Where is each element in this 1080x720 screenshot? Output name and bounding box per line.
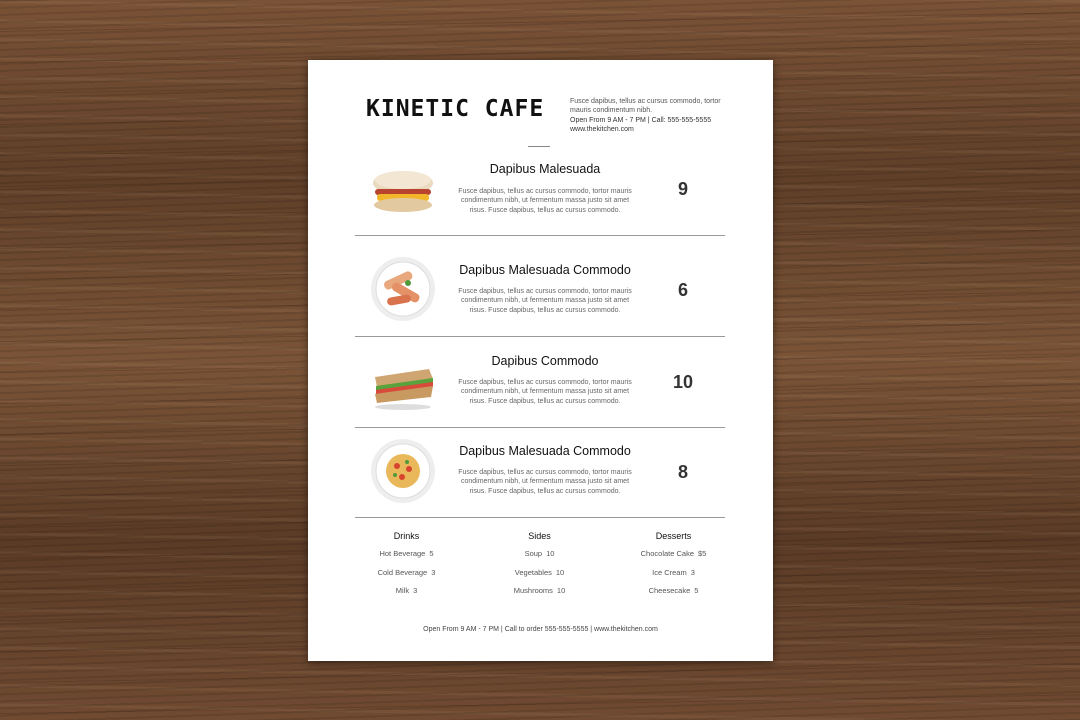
header-tagline: Fusce dapibus, tellus ac cursus commodo, tortor mauris condimentum nibh.	[570, 98, 721, 115]
row-price: $5	[698, 549, 707, 558]
item-title: Dapibus Commodo	[491, 354, 599, 368]
row-name: Mushrooms	[513, 586, 553, 595]
item-price: 10	[672, 372, 694, 392]
category-row	[345, 586, 468, 605]
header-divider	[528, 146, 550, 147]
cafe-logo: KINETIC CAFE	[366, 96, 545, 122]
row-name: Chocolate Cake	[640, 549, 695, 558]
item-description: Fusce dapibus, tellus ac cursus commodo, tortor mauris condimentum nibh, ut fermentum massa justo sit amet risus. Fusce dapibus, tellus ac cursus commodo.	[458, 379, 632, 405]
category-heading: Desserts	[655, 531, 692, 541]
category-heading: Sides	[528, 531, 551, 541]
item-divider	[355, 336, 725, 337]
item-price: 9	[677, 179, 688, 199]
row-name: Vegetables	[514, 567, 552, 577]
footer-info: Open From 9 AM - 7 PM | Call to order 555-555-5555 | www.thekitchen.com	[423, 626, 658, 633]
item-divider	[355, 427, 725, 428]
breakfast-sandwich-photo	[367, 159, 439, 225]
category-row	[612, 549, 735, 568]
category-row	[478, 586, 601, 605]
menu-page	[308, 60, 773, 661]
category-row	[478, 568, 601, 587]
row-name: Hot Beverage	[379, 549, 426, 558]
sandwich-photo	[367, 355, 439, 421]
category-row	[345, 568, 468, 587]
category-desserts	[612, 531, 735, 605]
item-divider	[355, 517, 725, 518]
category-drinks	[345, 531, 468, 605]
item-title: Dapibus Malesuada Commodo	[459, 444, 631, 458]
row-price: 3	[413, 586, 418, 595]
item-price: 6	[677, 280, 688, 300]
header-info	[570, 97, 730, 134]
pasta-plate-photo	[367, 438, 439, 504]
item-title: Dapibus Malesuada Commodo	[459, 263, 631, 277]
header-website: www.thekitchen.com	[570, 125, 634, 133]
row-name: Milk	[395, 586, 410, 595]
category-row	[345, 549, 468, 568]
row-name: Cold Beverage	[377, 567, 428, 577]
row-name: Soup	[524, 549, 543, 558]
row-price: 10	[555, 567, 565, 577]
item-divider	[355, 235, 725, 236]
row-price: 3	[690, 567, 695, 577]
row-price: 5	[429, 549, 434, 558]
item-title: Dapibus Malesuada	[489, 162, 601, 176]
row-price: 3	[431, 567, 436, 577]
category-row	[612, 586, 735, 605]
row-price: 5	[694, 586, 699, 595]
header-hours-phone: Open From 9 AM - 7 PM | Call: 555-555-5555	[570, 116, 712, 124]
row-name: Ice Cream	[652, 567, 687, 577]
item-price: 8	[677, 462, 688, 482]
wraps-plate-photo	[367, 256, 439, 322]
category-row	[612, 568, 735, 587]
row-price: 10	[546, 549, 555, 558]
row-name: Cheesecake	[648, 586, 691, 595]
item-description: Fusce dapibus, tellus ac cursus commodo, tortor mauris condimentum nibh, ut fermentum massa justo sit amet risus. Fusce dapibus, tellus ac cursus commodo.	[458, 288, 632, 314]
category-heading: Drinks	[393, 531, 420, 541]
row-price: 10	[556, 586, 566, 595]
category-sides	[478, 531, 601, 605]
item-description: Fusce dapibus, tellus ac cursus commodo, tortor mauris condimentum nibh, ut fermentum massa justo sit amet risus. Fusce dapibus, tellus ac cursus commodo.	[458, 469, 632, 495]
category-row	[478, 549, 601, 568]
item-description: Fusce dapibus, tellus ac cursus commodo, tortor mauris condimentum nibh, ut fermentum massa justo sit amet risus. Fusce dapibus, tellus ac cursus commodo.	[458, 188, 632, 214]
